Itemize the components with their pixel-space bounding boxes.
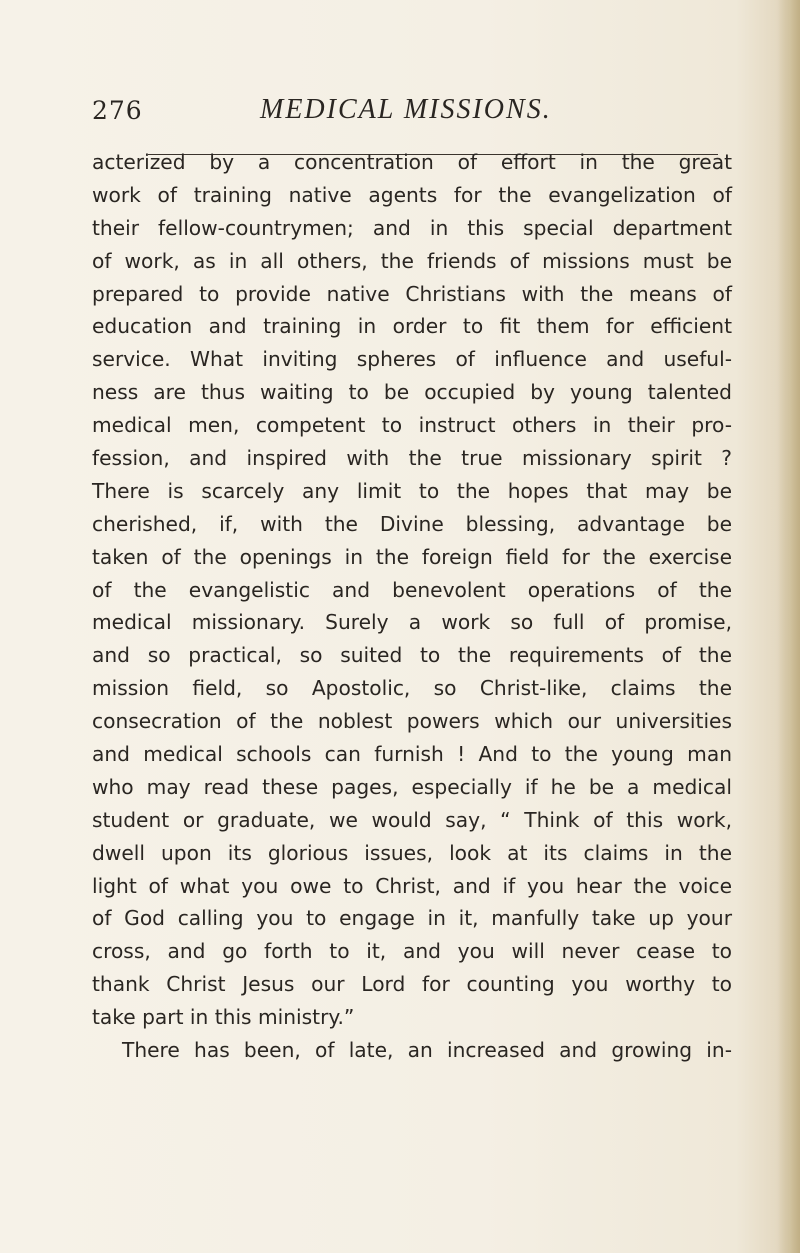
text-line: student or graduate, we would say, “ Think of this work,: [92, 807, 732, 832]
text-line: cross, and go forth to it, and you will never cease to: [92, 939, 732, 964]
text-line-indented: There has been, of late, an increased and growing in-: [122, 1038, 732, 1063]
running-title: MEDICAL MISSIONS.: [260, 94, 552, 125]
text-line: and so practical, so suited to the requirements of the: [92, 643, 732, 668]
text-line: mission field, so Apostolic, so Christ-like, claims the: [92, 676, 732, 701]
text-line: There is scarcely any limit to the hopes that may be: [92, 478, 732, 503]
text-line: acterized by a concentration of effort in the great: [92, 150, 732, 174]
text-line: cherished, if, with the Divine blessing, advantage be: [92, 511, 732, 536]
text-line: medical men, competent to instruct others in their pro-: [92, 413, 732, 438]
text-line: take part in this ministry.”: [92, 1005, 355, 1030]
text-line: ness are thus waiting to be occupied by young talented: [92, 380, 732, 405]
text-line: taken of the openings in the foreign field for the exercise: [92, 544, 732, 569]
text-line: service. What inviting spheres of influence and useful-: [92, 347, 732, 372]
text-line: light of what you owe to Christ, and if you hear the voice: [92, 873, 732, 898]
text-line: fession, and inspired with the true missionary spirit ?: [92, 446, 732, 471]
text-line: of the evangelistic and benevolent operations of the: [92, 577, 732, 602]
text-line: consecration of the noblest powers which our universities: [92, 709, 732, 734]
text-line: education and training in order to fit them for efficient: [92, 314, 732, 339]
text-line: their fellow-countrymen; and in this special department: [92, 215, 732, 240]
text-line: who may read these pages, especially if he be a medical: [92, 774, 732, 799]
text-line: and medical schools can furnish ! And to the young man: [92, 742, 732, 767]
text-line: work of training native agents for the evangelization of: [92, 182, 732, 207]
text-line: dwell upon its glorious issues, look at its claims in the: [92, 840, 732, 865]
text-line: of God calling you to engage in it, manfully take up your: [92, 906, 732, 931]
text-line: medical missionary. Surely a work so full of promise,: [92, 610, 732, 635]
page-header: [92, 96, 732, 136]
text-line: of work, as in all others, the friends of missions must be: [92, 248, 732, 273]
page-edge-shadow: [778, 0, 800, 1253]
text-line: thank Christ Jesus our Lord for counting you worthy to: [92, 972, 732, 997]
body-text: [92, 146, 732, 1067]
text-line: prepared to provide native Christians with the means of: [92, 281, 732, 306]
page-number: 276: [92, 96, 143, 125]
